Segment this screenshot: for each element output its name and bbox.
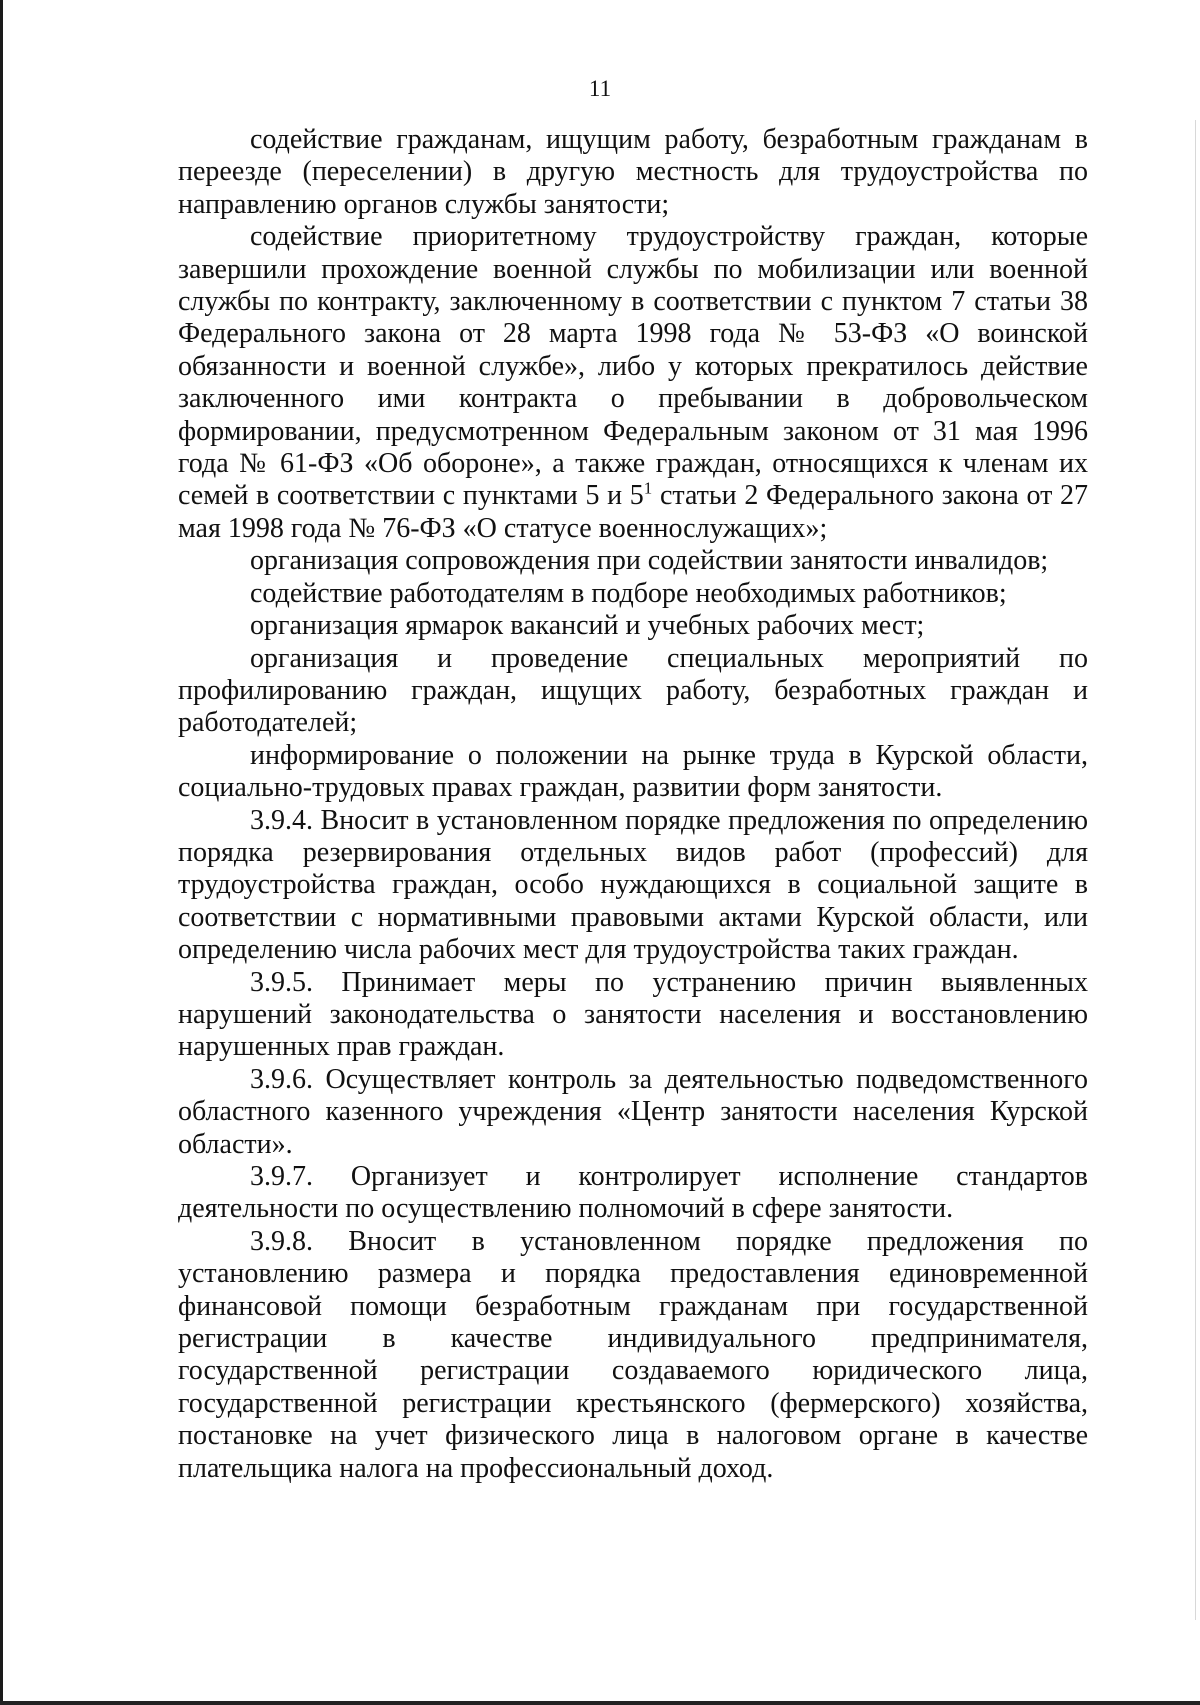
paragraph-3-9-7: 3.9.7. Организует и контролирует исполнение стандартов деятельности по осуществлению полномочий в сфере занятости. (178, 1161, 1088, 1225)
document-body (178, 124, 1088, 1485)
paragraph-3-9-4: 3.9.4. Вносит в установленном порядке предложения по определению порядка резервирования отдельных видов работ (профессий) для трудоустройства граждан, особо нуждающихся в социальной защите в соответствии с нормативными правовыми актами Курской области, или определению числа рабочих мест для трудоустройства таких граждан. (178, 804, 1088, 966)
paragraph-disabled-support: организация сопровождения при содействии занятости инвалидов; (250, 545, 1049, 577)
paragraph-military-employment-text: содействие приоритетному трудоустройству граждан, которые завершили прохождение военной службы по мобилизации или военной службы по контракту, заключенному в соответствии с пунктом 7 статьи 38 Федерального закона от 28 марта 1998 года № 53-ФЗ «О воинской обязанности и военной службе», либо у которых прекратилось действие заключенного ими контракта о пребывании в добровольческом формировании, предусмотренном Федеральным законом от 31 мая 1996 года № 61-ФЗ «Об обороне», а также граждан, относящихся к членам их семей в соответствии с пунктами 5 и 5 (178, 221, 1088, 512)
paragraph-3-9-8: 3.9.8. Вносит в установленном порядке предложения по установлению размера и порядка предоставления единовременной финансовой помощи безработным гражданам при государственной регистрации в качестве индивидуального предпринимателя, государственной регистрации создаваемого юридического лица, государственной регистрации крестьянского (фермерского) хозяйства, постановке на учет физического лица в налоговом органе в качестве плательщика налога на профессиональный доход. (178, 1225, 1088, 1484)
paragraph-labor-market-info: информирование о положении на рынке труда в Курской области, социально-трудовых правах граждан, развитии форм занятости. (178, 739, 1088, 804)
paragraph-job-fairs: организация ярмарок вакансий и учебных рабочих мест; (250, 610, 925, 642)
scan-edge-bottom (0, 1701, 1200, 1705)
paragraph-military-employment-tail: статьи 2 Федерального закона от 27 мая 1998 года № 76-ФЗ «О статусе военнослужащих»; (178, 480, 1088, 544)
scan-edge-left (0, 0, 3, 1705)
paragraph-military-employment (178, 221, 1088, 545)
page-number: 11 (588, 76, 612, 101)
scan-edge-right (1195, 120, 1196, 1620)
paragraph-3-9-5: 3.9.5. Принимает меры по устранению причин выявленных нарушений законодательства о занятости населения и восстановлению нарушенных прав граждан. (178, 966, 1088, 1063)
paragraph-3-9-6: 3.9.6. Осуществляет контроль за деятельностью подведомственного областного казенного учреждения «Центр занятости населения Курской области». (178, 1063, 1088, 1160)
paragraph-job-relocation: содействие гражданам, ищущим работу, безработным гражданам в переезде (переселении) в другую местность для трудоустройства по направлению органов службы занятости; (178, 124, 1088, 220)
paragraph-profiling: организация и проведение специальных мероприятий по профилированию граждан, ищущих работу, безработных граждан и работодателей; (178, 642, 1088, 739)
superscript-mark: 1 (643, 479, 653, 499)
paragraph-employer-assistance: содействие работодателям в подборе необходимых работников; (250, 577, 1007, 609)
